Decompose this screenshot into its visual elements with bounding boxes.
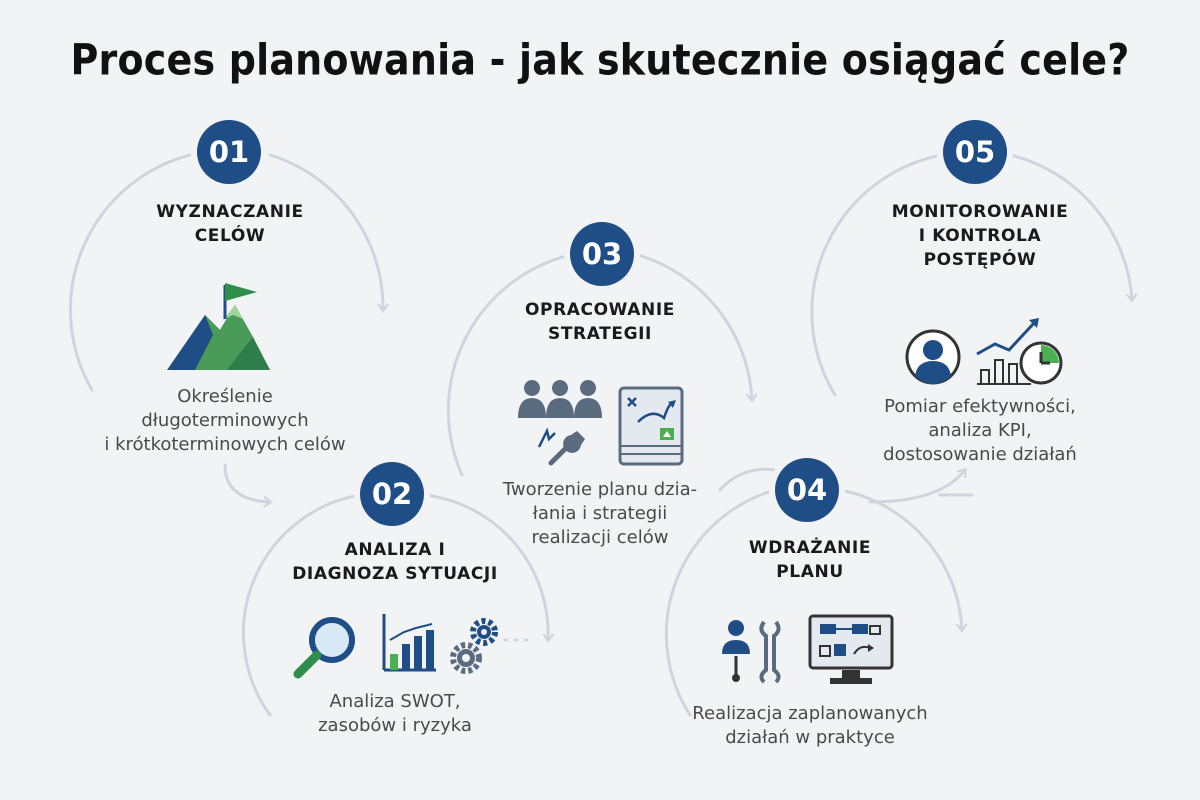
bar-chart-icon [380,612,438,674]
step-description-4: Realizacja zaplanowanych działań w praktyce [692,703,928,748]
tools-icon [535,425,591,469]
page-title: Proces planowania - jak skutecznie osiągać cele? [70,35,1130,85]
step-number-badge-2: 02 [360,462,424,526]
step-description-2: Analiza SWOT, zasobów i ryzyka [318,691,472,736]
step-heading-2: ANALIZA I DIAGNOZA SYTUACJI [292,540,498,584]
connector-1-to-2 [225,465,270,502]
flowchart-monitor-icon [808,614,894,688]
arc-step-2-left [243,495,360,715]
team-icon [518,378,602,420]
user-icon [904,328,962,386]
step-number-badge-5: 05 [943,120,1007,184]
mountain-flag-icon [165,275,275,375]
magnifier-icon [290,612,362,682]
step-description-3: Tworzenie planu dzia- łania i strategii realizacji celów [502,479,698,548]
strategy-board-icon [618,386,684,466]
clock-icon [1018,340,1064,386]
gears-icon [448,614,504,676]
step-number-badge-3: 03 [570,222,634,286]
step-number-badge-4: 04 [775,458,839,522]
step-description-5: Pomiar efektywności, analiza KPI, dostosowanie działań [883,396,1077,465]
step-heading-5: MONITOROWANIE I KONTROLA POSTĘPÓW [891,202,1069,270]
step-heading-3: OPRACOWANIE STRATEGII [525,300,675,344]
step-number-badge-1: 01 [197,120,261,184]
worker-wrench-icon [718,618,788,684]
step-heading-1: WYZNACZANIE CELÓW [156,202,304,246]
step-description-1: Określenie długoterminowych i krótkoterminowych celów [104,386,346,455]
step-heading-4: WDRAŻANIE PLANU [748,538,872,582]
connector-4-to-5 [870,470,965,502]
